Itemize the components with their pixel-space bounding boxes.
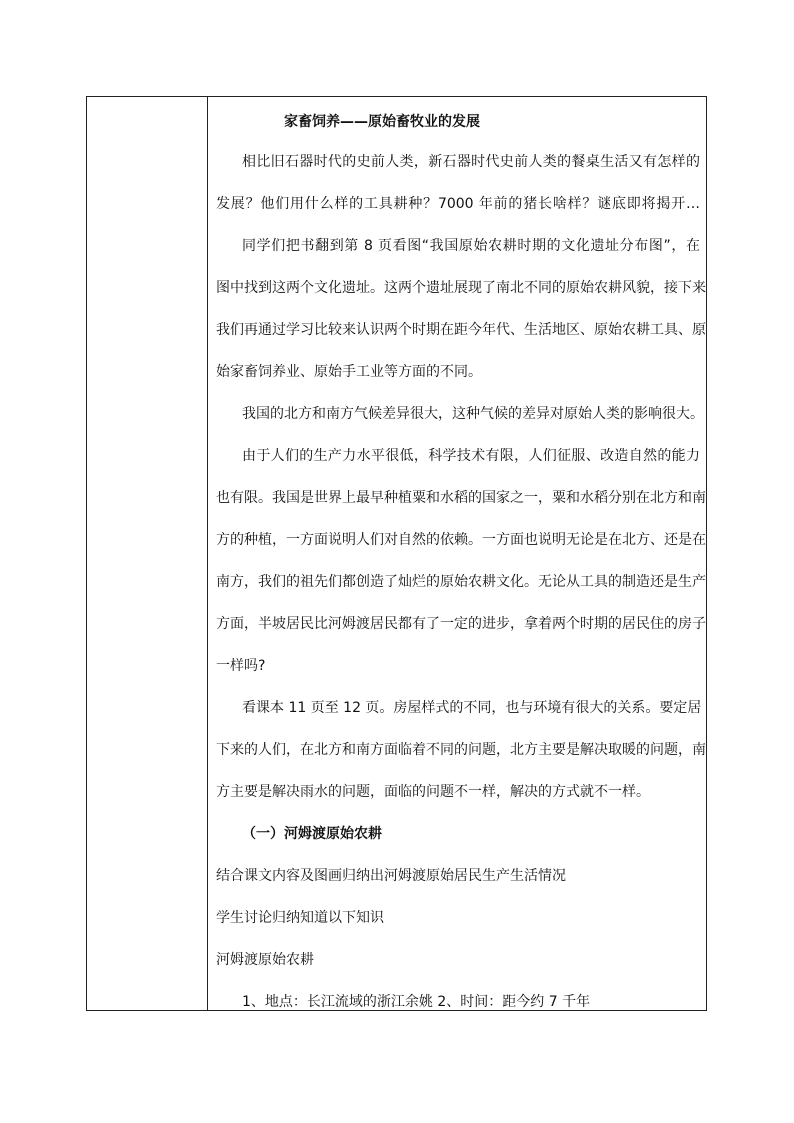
paragraph-5-line-3: 方主要是解决雨水的问题，面临的问题不一样，解决的方式就不一样。 xyxy=(216,784,650,800)
paragraph-4-line-6: 一样吗? xyxy=(216,658,266,674)
paragraph-2-line-2: 图中找到这两个文化遗址。这两个遗址展现了南北不同的原始农耕风貌，接下来 xyxy=(216,280,706,296)
table-content-cell xyxy=(208,97,706,1010)
paragraph-4-line-3: 方的种植，一方面说明人们对自然的依赖。一方面也说明无论是在北方、还是在 xyxy=(216,532,706,548)
paragraph-4-line-5: 方面，半坡居民比河姆渡居民都有了一定的进步，拿着两个时期的居民住的房子 xyxy=(216,616,706,632)
table-left-cell xyxy=(87,97,207,1010)
paragraph-1-line-1: 相比旧石器时代的史前人类，新石器时代史前人类的餐桌生活又有怎样的 xyxy=(242,154,700,170)
paragraph-4-line-1: 由于人们的生产力水平很低，科学技术有限，人们征服、改造自然的能力 xyxy=(242,448,700,464)
section-title: 家畜饲养——原始畜牧业的发展 xyxy=(284,114,480,130)
topic-line: 河姆渡原始农耕 xyxy=(216,952,314,968)
paragraph-5-line-1: 看课本 11 页至 12 页。房屋样式的不同，也与环境有很大的关系。要定居 xyxy=(242,700,702,716)
subheading-hemudu: （一）河姆渡原始农耕 xyxy=(242,826,382,842)
discussion-line: 学生讨论归纳知道以下知识 xyxy=(216,910,384,926)
paragraph-4-line-2: 也有限。我国是世界上最早种植粟和水稻的国家之一，粟和水稻分别在北方和南 xyxy=(216,490,706,506)
paragraph-1-line-2: 发展？他们用什么样的工具耕种？7000 年前的猪长啥样？谜底即将揭开… xyxy=(216,196,700,212)
paragraph-2-line-1: 同学们把书翻到第 8 页看图“我国原始农耕时期的文化遗址分布图”，在 xyxy=(242,238,700,254)
paragraph-5-line-2: 下来的人们，在北方和南方面临着不同的问题，北方主要是解决取暖的问题，南 xyxy=(216,742,706,758)
paragraph-2-line-4: 始家畜饲养业、原始手工业等方面的不同。 xyxy=(216,364,482,380)
paragraph-3-line-1: 我国的北方和南方气候差异很大，这种气候的差异对原始人类的影响很大。 xyxy=(242,406,704,422)
paragraph-4-line-4: 南方，我们的祖先们都创造了灿烂的原始农耕文化。无论从工具的制造还是生产 xyxy=(216,574,706,590)
summary-line: 结合课文内容及图画归纳出河姆渡原始居民生产生活情况 xyxy=(216,868,566,884)
lesson-table xyxy=(86,96,707,1011)
paragraph-2-line-3: 我们再通过学习比较来认识两个时期在距今年代、生活地区、原始农耕工具、原 xyxy=(216,322,706,338)
facts-line: 1、地点：长江流域的浙江余姚 2、时间：距今约 7 千年 xyxy=(242,994,591,1010)
